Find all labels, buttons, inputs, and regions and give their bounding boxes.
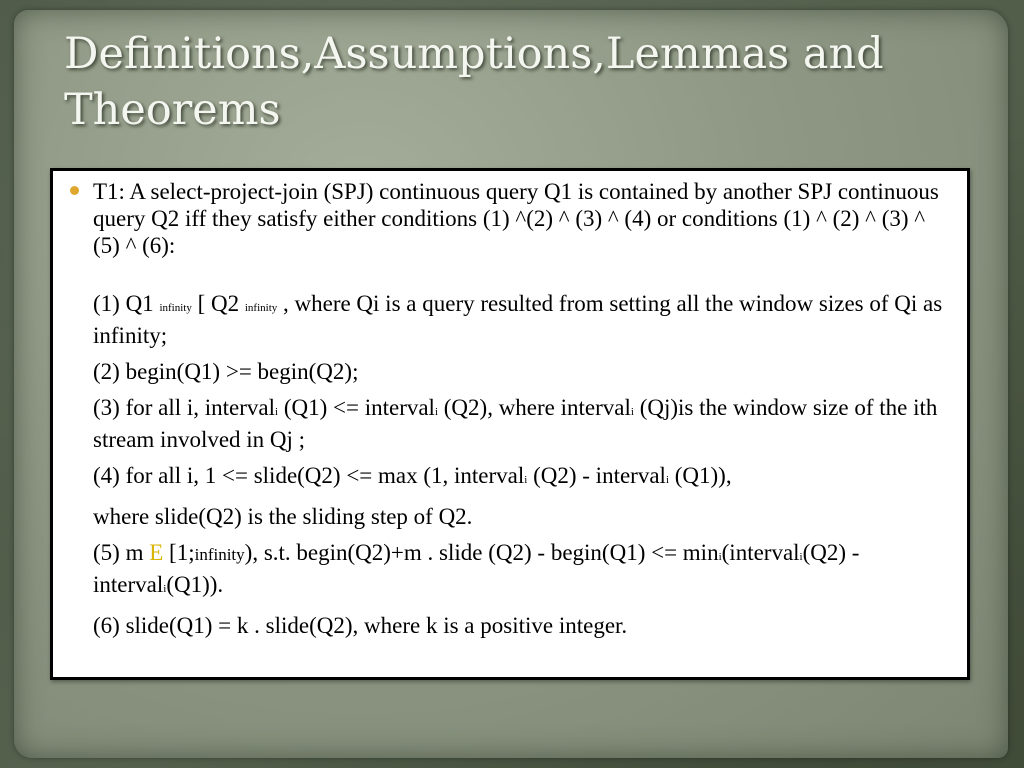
condition-5-subscript-b: i — [799, 551, 803, 563]
condition-3-text-c: (Q2), where interval — [438, 395, 631, 420]
condition-1 — [93, 290, 953, 349]
condition-4-text-b: (Q2) - interval — [527, 463, 666, 488]
condition-1-subscript-a: infinity — [159, 302, 192, 314]
condition-3-text-a: (3) for all i, interval — [93, 395, 276, 420]
condition-3-subscript-b: i — [434, 406, 439, 418]
condition-6: (6) slide(Q1) = k . slide(Q2), where k is a positive integer. — [93, 613, 628, 638]
condition-5-text-c: ), s.t. begin(Q2)+m . slide (Q2) - begin(Q1) <= min — [244, 540, 719, 565]
condition-5-infinity: infinity — [194, 545, 245, 564]
condition-5-text-a: (5) m — [93, 540, 150, 565]
condition-2: (2) begin(Q1) >= begin(Q2); — [93, 359, 359, 384]
condition-3-subscript-a: i — [275, 406, 279, 418]
condition-1-text-b: [ Q2 — [191, 291, 245, 316]
condition-5-text-e: (Q2) - interval — [93, 540, 860, 597]
condition-1-subscript-b: infinity — [244, 302, 278, 314]
condition-3-text-b: (Q1) <= interval — [278, 395, 435, 420]
condition-4-text-a: (4) for all i, 1 <= slide(Q2) <= max (1, interval — [93, 463, 525, 488]
condition-5-text-b: [1; — [163, 540, 195, 565]
condition-1-text-a: (1) Q1 — [93, 291, 160, 316]
condition-4 — [93, 462, 953, 494]
condition-3-text-d: (Qj)is the window size of the ith stream involved in Qj ; — [93, 395, 938, 452]
content-box — [50, 168, 970, 680]
bullet-dot-icon — [70, 186, 79, 195]
condition-5 — [93, 539, 953, 603]
element-of-symbol: E — [149, 540, 164, 565]
condition-1-text-c: , where Qi is a query resulted from setting all the window sizes of Qi as infinity; — [93, 291, 943, 348]
condition-4-note: where slide(Q2) is the sliding step of Q2. — [93, 504, 473, 529]
condition-5-subscript-a: i — [718, 551, 722, 563]
condition-5-text-f: (Q1)). — [166, 572, 224, 597]
condition-4-subscript-b: i — [665, 474, 669, 486]
condition-4-subscript-a: i — [524, 474, 528, 486]
bullet-list — [93, 178, 953, 639]
theorem-t1-statement: T1: A select-project-join (SPJ) continuous query Q1 is contained by another SPJ continuous query Q2 iff they satisfy either conditions (1) ^(2) ^ (3) ^ (4) or conditions (1) ^ (2) ^ (3) ^ (5) ^ (6): — [93, 179, 939, 258]
slide-title: Definitions,Assumptions,Lemmas and Theorems — [64, 29, 884, 135]
condition-5-subscript-c: i — [163, 583, 167, 595]
condition-3-subscript-c: i — [630, 406, 634, 418]
condition-3 — [93, 394, 953, 453]
condition-5-text-d: (interval — [721, 540, 800, 565]
condition-4-text-c: (Q1)), — [669, 463, 732, 488]
